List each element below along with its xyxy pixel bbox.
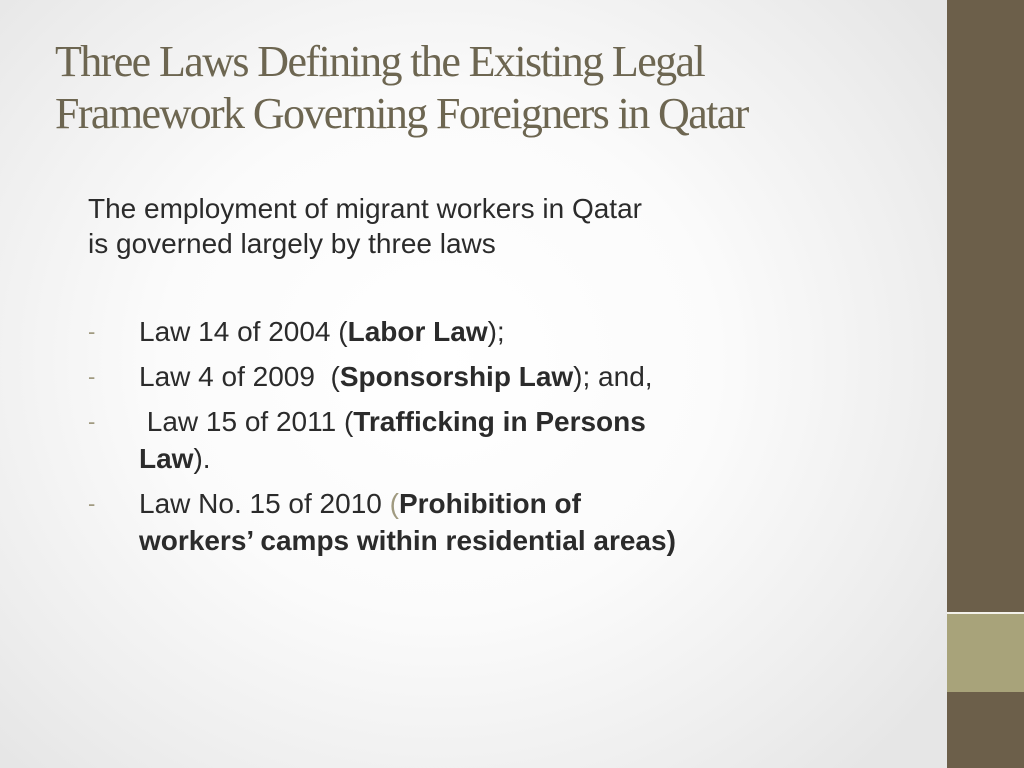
law-line-1 [139,485,768,522]
slide-title-line-2: Framework Governing Foreigners in Qatar [55,89,748,138]
law-suffix-text: ); and, [573,361,653,392]
bullet-dash: - [88,364,96,389]
bullet-dash: - [88,409,96,434]
law-line [139,313,768,350]
bullet-dash: - [88,319,96,344]
law-name-part-2: workers’ camps within residential areas) [139,525,676,556]
law-name-part-1: Prohibition of [398,488,581,519]
law-line-1 [139,403,768,440]
law-suffix-text: ); [487,316,505,347]
slide-title [55,36,915,140]
law-name-part-1: Trafficking in Persons [353,406,646,437]
law-item-sponsorship-law [88,358,768,395]
law-line [139,358,768,395]
law-number-text: Law 14 of 2004 ( [139,316,348,347]
law-name: Sponsorship Law [339,361,574,392]
law-suffix-text: ). [193,443,211,474]
law-name-part-2: Law [139,443,194,474]
open-paren: ( [389,488,399,519]
law-list [88,313,768,567]
intro-line-2: is governed largely by three laws [88,228,496,259]
side-decor-accent-block [947,614,1024,692]
intro-line-1: The employment of migrant workers in Qatar [88,193,642,224]
law-name: Labor Law [347,316,488,347]
law-number-text: Law 15 of 2011 ( [139,406,354,437]
law-line-2 [139,522,768,559]
intro-paragraph [88,191,788,261]
law-item-trafficking-law [88,403,768,477]
slide-title-line-1: Three Laws Defining the Existing Legal [55,37,705,86]
law-item-labor-law [88,313,768,350]
bullet-dash: - [88,491,96,516]
law-number-text: Law 4 of 2009 ( [139,361,340,392]
law-line-2 [139,440,768,477]
law-number-text: Law No. 15 of 2010 [139,488,390,519]
law-item-workers-camps-law [88,485,768,559]
